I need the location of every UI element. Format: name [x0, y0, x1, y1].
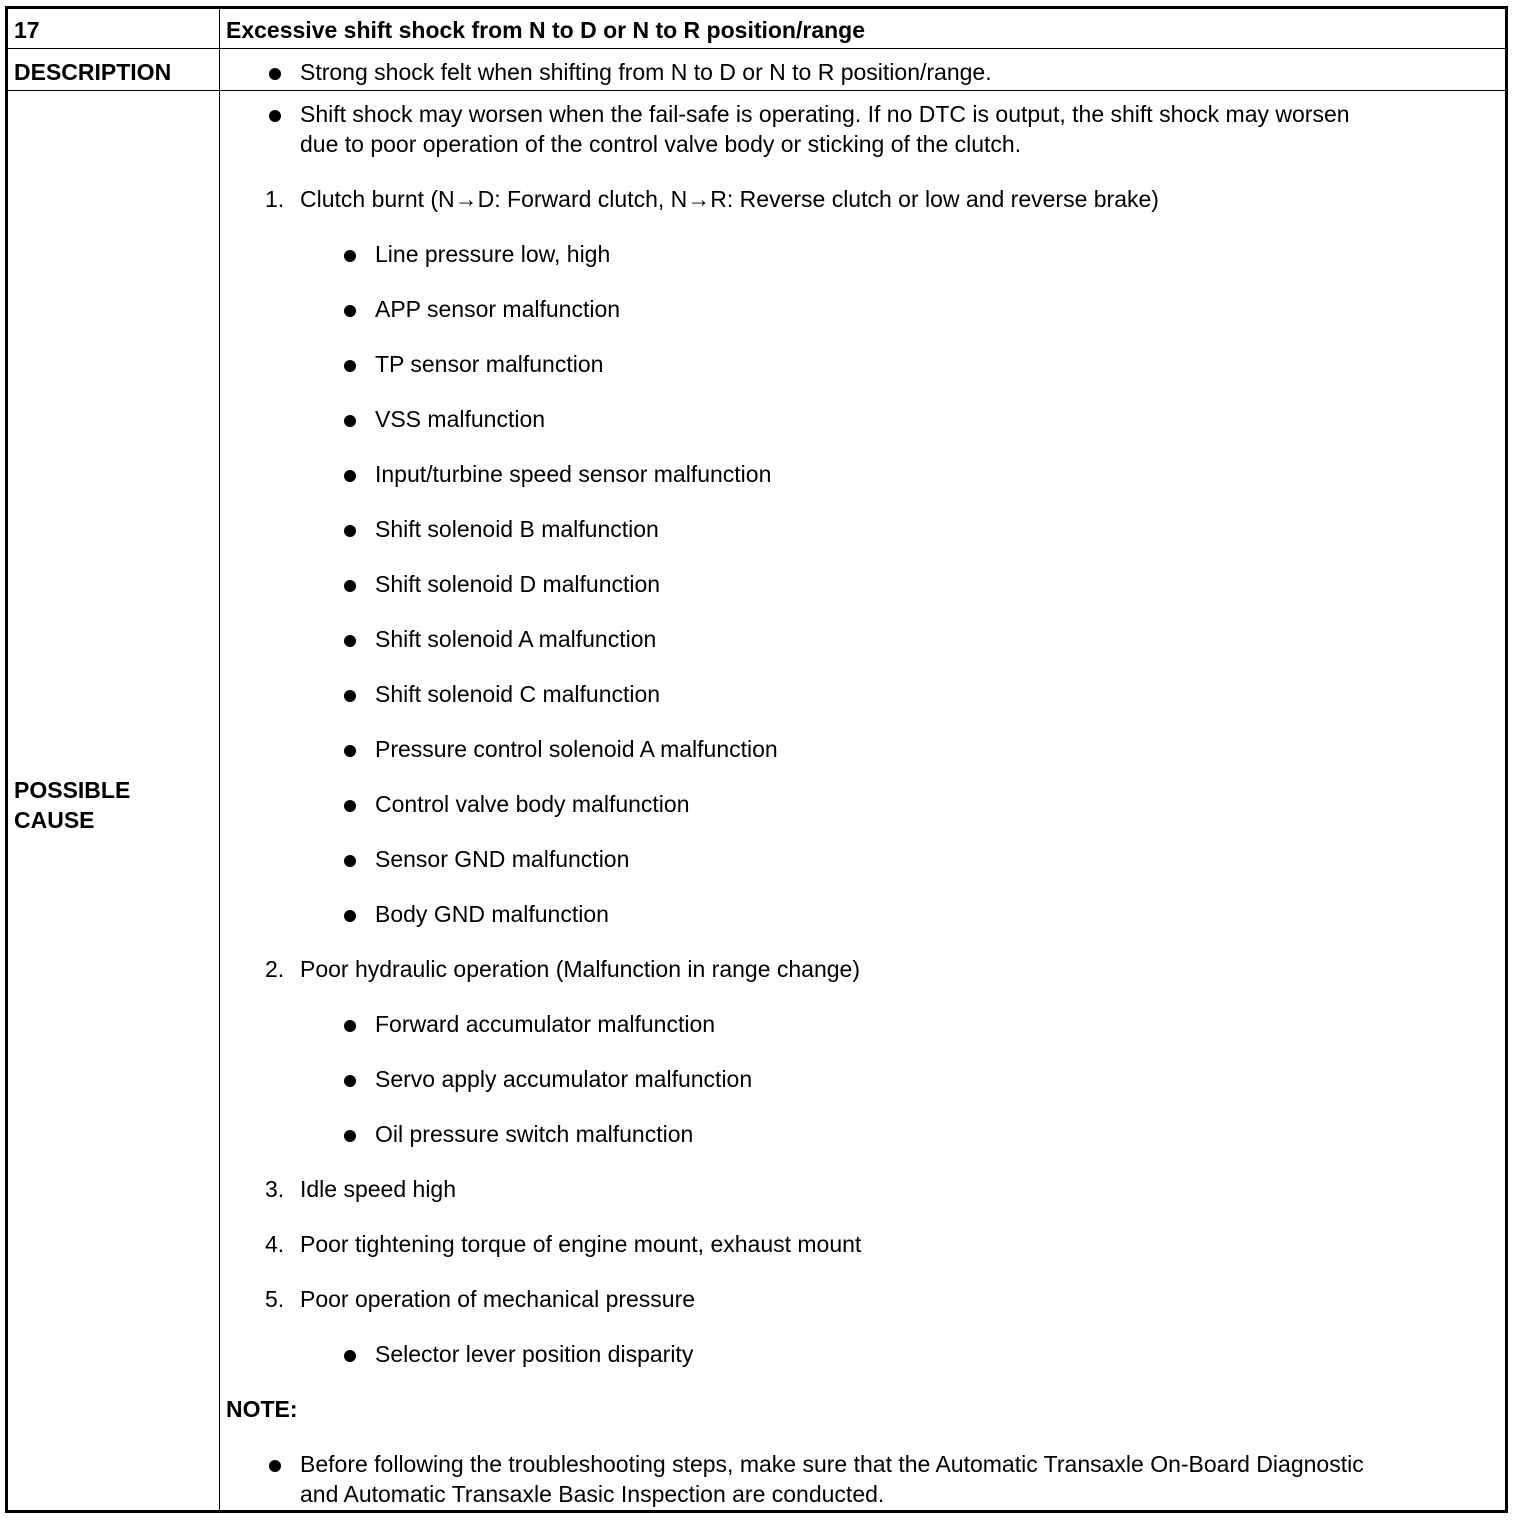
- bullet-icon: [344, 855, 356, 867]
- cause-sub-item: Control valve body malfunction: [375, 791, 690, 817]
- cause-sub-item: Shift solenoid A malfunction: [375, 626, 657, 652]
- note-text-line1: Before following the troubleshooting steps, make sure that the Automatic Transaxle On-Board Diagnostic: [300, 1451, 1364, 1477]
- bullet-icon: [344, 1075, 356, 1087]
- bullet-icon: [344, 1020, 356, 1032]
- bullet-icon: [344, 635, 356, 647]
- bullet-icon: [269, 110, 281, 122]
- cause-sub-item: Line pressure low, high: [375, 241, 611, 267]
- troubleshooting-table: [5, 6, 1508, 1513]
- cause-item-number: 2.: [265, 956, 285, 982]
- possible-cause-intro-line1: Shift shock may worsen when the fail-safe is operating. If no DTC is output, the shift shock may worsen: [300, 101, 1350, 127]
- bullet-icon: [344, 690, 356, 702]
- bullet-icon: [344, 250, 356, 262]
- symptom-number: 17: [14, 17, 40, 43]
- bullet-icon: [344, 745, 356, 757]
- cause-sub-item: Input/turbine speed sensor malfunction: [375, 461, 772, 487]
- cause-item-number: 5.: [265, 1286, 285, 1312]
- cause-sub-item: VSS malfunction: [375, 406, 546, 432]
- bullet-icon: [344, 800, 356, 812]
- cause-item-number: 1.: [265, 186, 285, 212]
- possible-cause-label-line1: POSSIBLE: [14, 777, 131, 803]
- cause-item-text: Poor operation of mechanical pressure: [300, 1286, 696, 1312]
- bullet-icon: [344, 1350, 356, 1362]
- bullet-icon: [344, 470, 356, 482]
- symptom-title: Excessive shift shock from N to D or N to R position/range: [226, 17, 866, 43]
- bullet-icon: [344, 580, 356, 592]
- cause-sub-item: APP sensor malfunction: [375, 296, 621, 322]
- cause-sub-item: Selector lever position disparity: [375, 1341, 694, 1367]
- cause-item-number: 4.: [265, 1231, 285, 1257]
- cause-item-number: 3.: [265, 1176, 285, 1202]
- cause-sub-item: Shift solenoid D malfunction: [375, 571, 661, 597]
- bullet-icon: [269, 1460, 281, 1472]
- bullet-icon: [344, 360, 356, 372]
- possible-cause-label-line2: CAUSE: [14, 807, 95, 833]
- cause-sub-item: Shift solenoid C malfunction: [375, 681, 661, 707]
- description-text: Strong shock felt when shifting from N to D or N to R position/range.: [300, 59, 992, 85]
- note-label: NOTE:: [226, 1396, 298, 1422]
- cause-item-text: Clutch burnt (N→D: Forward clutch, N→R: Reverse clutch or low and reverse brake): [300, 186, 1159, 212]
- cause-sub-item: Shift solenoid B malfunction: [375, 516, 659, 542]
- possible-cause-intro-line2: due to poor operation of the control valve body or sticking of the clutch.: [300, 131, 1022, 157]
- cause-sub-item: Forward accumulator malfunction: [375, 1011, 716, 1037]
- bullet-icon: [344, 910, 356, 922]
- column-divider: [219, 9, 220, 1510]
- cause-sub-item: Oil pressure switch malfunction: [375, 1121, 694, 1147]
- row-divider-description: [8, 90, 1505, 91]
- bullet-icon: [344, 415, 356, 427]
- cause-sub-item: Pressure control solenoid A malfunction: [375, 736, 778, 762]
- row-divider-header: [8, 48, 1505, 49]
- note-text-line2: and Automatic Transaxle Basic Inspection are conducted.: [300, 1481, 885, 1507]
- cause-sub-item: TP sensor malfunction: [375, 351, 604, 377]
- bullet-icon: [344, 525, 356, 537]
- cause-sub-item: Sensor GND malfunction: [375, 846, 630, 872]
- cause-item-text: Poor tightening torque of engine mount, exhaust mount: [300, 1231, 862, 1257]
- bullet-icon: [269, 68, 281, 80]
- bullet-icon: [344, 305, 356, 317]
- cause-sub-item: Servo apply accumulator malfunction: [375, 1066, 753, 1092]
- bullet-icon: [344, 1130, 356, 1142]
- description-label: DESCRIPTION: [14, 59, 172, 85]
- cause-item-text: Poor hydraulic operation (Malfunction in range change): [300, 956, 860, 982]
- cause-item-text: Idle speed high: [300, 1176, 457, 1202]
- cause-sub-item: Body GND malfunction: [375, 901, 609, 927]
